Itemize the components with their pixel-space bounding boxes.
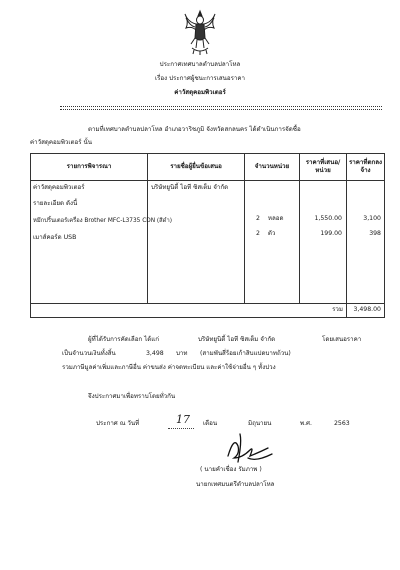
office-title: ประกาศเทศบาลตำบลปลาโหล: [159, 61, 241, 68]
handwritten-signature: [220, 428, 280, 470]
row-qty: 2: [256, 230, 260, 237]
date-day: 17: [176, 413, 190, 426]
row-price: 1,550.00: [314, 215, 342, 222]
item-title: ค่าวัสดุคอมพิวเตอร์: [33, 184, 85, 191]
intro-line-1: ตามที่เทศบาลตำบลปลาโหล อำเภอวาริชภูมิ จังหวัดสกลนคร ได้ดำเนินการจัดซื้อ: [88, 126, 301, 133]
winner-company: บริษัทยูนิตี้ ไอที ซิสเต็ม จำกัด: [198, 336, 276, 343]
row-qty: 2: [256, 215, 260, 222]
date-year-label: พ.ศ.: [300, 420, 312, 427]
row-unit: ตัว: [267, 230, 276, 237]
intro-line-2: ค่าวัสดุคอมพิวเตอร์ นั้น: [30, 139, 92, 146]
table-header-row: [31, 154, 385, 181]
date-month-label: เดือน: [203, 420, 218, 427]
announcement-subject: เรื่อง ประกาศผู้ชนะการเสนอราคา: [154, 75, 246, 82]
table-row: [31, 181, 385, 304]
table-sum-row: [31, 304, 385, 318]
signer-position: นายกเทศมนตรีตำบลปลาโหล: [196, 481, 275, 488]
garuda-emblem-icon: [183, 8, 217, 56]
bidder-name: บริษัทยูนิตี้ ไอที ซิสเต็ม จำกัด: [151, 184, 229, 191]
date-month: มิถุนายน: [248, 420, 272, 427]
row-total: 3,100: [363, 215, 381, 222]
col-header-unit-price: ราคาที่เสนอ/หน่วย: [300, 154, 347, 181]
col-header-item: รายการพิจารณา: [31, 154, 148, 181]
item-line: หมึกปริ้นเตอร์เครื่อง Brother MFC-L3735 CDN (สีดำ): [33, 218, 172, 224]
announce-text: จึงประกาศมาเพื่อทราบโดยทั่วกัน: [88, 393, 176, 400]
date-prefix: ประกาศ ณ วันที่: [96, 420, 140, 427]
winner-label: ผู้ที่ได้รับการคัดเลือก ได้แก่: [88, 336, 159, 343]
col-header-bidder: รายชื่อผู้ยื่นข้อเสนอ: [148, 154, 245, 181]
vat-note: รวมภาษีมูลค่าเพิ่มและภาษีอื่น ค่าขนส่ง ค่าจดทะเบียน และค่าใช้จ่ายอื่น ๆ ทั้งปวง: [62, 364, 276, 371]
col-header-quantity: จำนวนหน่วย: [245, 154, 300, 181]
row-total: 398: [369, 230, 381, 237]
col-header-agreed-price: ราคาที่ตกลงจ้าง: [347, 154, 385, 181]
item-detail-heading: รายละเอียด ดังนี้: [33, 200, 78, 207]
winner-tail: โดยเสนอราคา: [322, 336, 362, 343]
sum-value: 3,498.00: [353, 306, 381, 313]
row-unit: หลอด: [267, 215, 284, 222]
announcement-item: ค่าวัสดุคอมพิวเตอร์: [174, 89, 226, 96]
date-year: 2563: [334, 420, 350, 427]
item-line: เมาส์คอร์ด USB: [33, 234, 77, 241]
amount-words: (สามพันสี่ร้อยเก้าสิบแปดบาทถ้วน): [200, 350, 291, 357]
amount-unit: บาท: [176, 350, 188, 357]
amount-value: 3,498: [146, 350, 164, 357]
row-price: 199.00: [320, 230, 342, 237]
sum-label: รวม: [332, 306, 343, 313]
divider: [60, 106, 382, 110]
signer-name: ( นายคำเชื่อง รัมภาพ ): [200, 466, 262, 473]
amount-prefix: เป็นจำนวนเงินทั้งสิ้น: [62, 350, 116, 357]
bid-table: [30, 153, 385, 318]
